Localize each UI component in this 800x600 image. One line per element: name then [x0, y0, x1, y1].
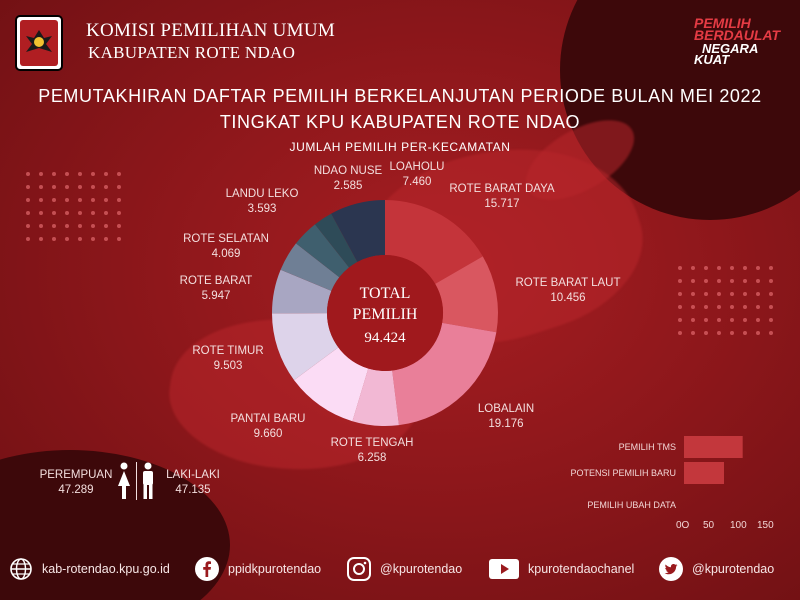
slice-label-value: 9.503 — [213, 360, 243, 372]
org-name-line1: KOMISI PEMILIHAN UMUM — [86, 20, 336, 41]
slice-label-value: 3.593 — [247, 203, 277, 215]
slice-label-name: ROTE SELATAN — [183, 233, 269, 245]
center-label-pemilih: PEMILIH — [352, 306, 418, 323]
bar-axis-tick: 100 — [730, 520, 747, 531]
female-label-text: PEREMPUAN — [39, 469, 113, 481]
male-value: 47.135 — [175, 484, 211, 496]
org-name-line2: KABUPATEN ROTE NDAO — [88, 43, 296, 62]
bar-category-label: PEMILIH UBAH DATA — [587, 500, 676, 510]
slice-label-value: 10.456 — [550, 292, 586, 304]
footer-youtube[interactable] — [488, 556, 634, 582]
slice-label-name: LOBALAIN — [477, 403, 535, 415]
twitter-text: @kpurotendao — [692, 562, 775, 576]
youtube-icon — [488, 556, 520, 582]
slice-label-name: ROTE TENGAH — [330, 437, 414, 449]
slice-label-name: NDAO NUSE — [313, 165, 383, 177]
chart-title-line1: PEMUTAKHIRAN DAFTAR PEMILIH BERKELANJUTAN PERIODE BULAN MEI 2022 — [38, 86, 762, 106]
chart-subtitle: JUMLAH PEMILIH PER-KECAMATAN — [289, 140, 511, 154]
facebook-text: ppidkpurotendao — [228, 562, 322, 576]
slice-label-name: ROTE TIMUR — [192, 345, 264, 357]
slice-label-name: PANTAI BARU — [230, 413, 306, 425]
slice-label-value: 9.660 — [253, 428, 283, 440]
female-value: 47.289 — [58, 484, 94, 496]
slogan-line2: BERDAULAT — [694, 27, 781, 43]
slice-label-value: 4.069 — [211, 248, 241, 260]
slogan-line3: NEGARA — [702, 41, 759, 56]
globe-icon — [8, 556, 34, 582]
slice-label-value: 6.258 — [357, 452, 387, 464]
male-label-text: LAKI-LAKI — [166, 469, 220, 481]
bar-category-label: POTENSI PEMILIH BARU — [570, 468, 676, 478]
bar-axis-tick: 0O — [676, 520, 690, 531]
slice-label-value: 7.460 — [402, 176, 432, 188]
footer-facebook[interactable] — [194, 556, 321, 582]
bar — [684, 462, 724, 484]
bar-category-label: PEMILIH TMS — [618, 442, 676, 452]
bar-axis-tick: 50 — [703, 520, 715, 531]
footer-instagram[interactable] — [346, 556, 462, 582]
instagram-icon — [346, 556, 372, 582]
instagram-text: @kpurotendao — [380, 562, 463, 576]
center-total-value: 94.424 — [364, 330, 406, 346]
slogan-line4: KUAT — [694, 52, 730, 67]
twitter-icon — [658, 556, 684, 582]
slice-label-name: ROTE BARAT — [179, 275, 253, 287]
slice-label-value: 5.947 — [201, 290, 231, 302]
slice-label-value: 15.717 — [484, 198, 520, 210]
chart-title-line2: TINGKAT KPU KABUPATEN ROTE NDAO — [219, 112, 581, 132]
footer-website[interactable] — [8, 556, 170, 582]
facebook-icon — [194, 556, 220, 582]
slice-label-value: 19.176 — [488, 418, 524, 430]
slice-label-name: LANDU LEKO — [225, 188, 299, 200]
website-text: kab-rotendao.kpu.go.id — [42, 562, 170, 576]
slogan-line1: PEMILIH — [694, 15, 751, 31]
youtube-text: kpurotendaochanel — [528, 562, 635, 576]
center-label-total: TOTAL — [359, 285, 411, 302]
slice-label-name: ROTE BARAT DAYA — [449, 183, 555, 195]
bar — [684, 436, 743, 458]
slice-label-value: 2.585 — [333, 180, 363, 192]
slice-label-name: LOAHOLU — [389, 161, 445, 173]
bar-axis-tick: 150 — [757, 520, 774, 531]
slice-label-name: ROTE BARAT LAUT — [515, 277, 621, 289]
footer-twitter[interactable] — [658, 556, 774, 582]
